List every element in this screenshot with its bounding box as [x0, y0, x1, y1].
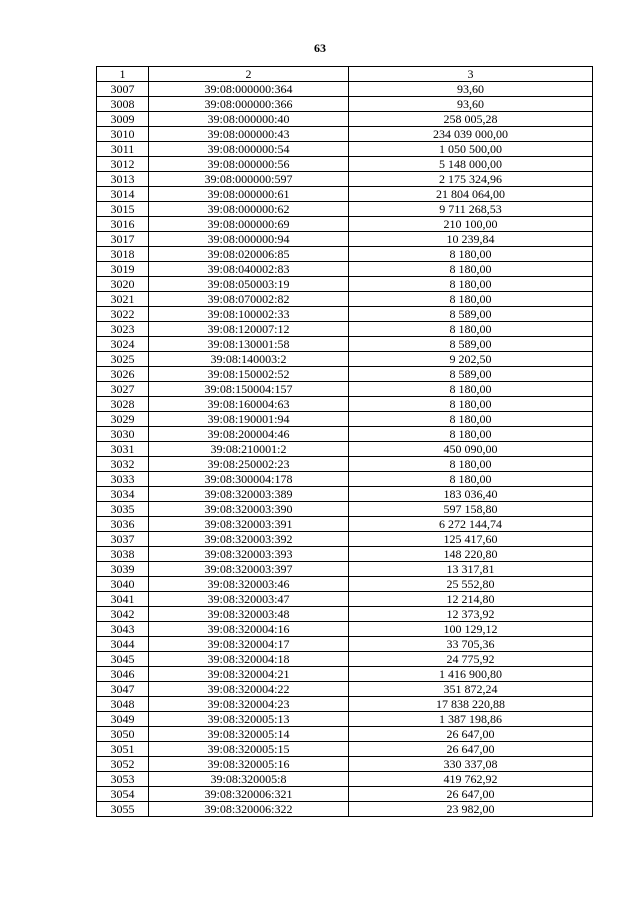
- cadastral-number: 39:08:320004:23: [149, 697, 349, 712]
- table-row: [97, 307, 593, 322]
- table-body: [97, 82, 593, 817]
- cadastral-value: 17 838 220,88: [349, 697, 593, 712]
- cadastral-number: 39:08:320003:47: [149, 592, 349, 607]
- row-number: 3049: [97, 712, 149, 727]
- table-row: [97, 727, 593, 742]
- row-number: 3011: [97, 142, 149, 157]
- row-number: 3030: [97, 427, 149, 442]
- cadastral-number: 39:08:320003:389: [149, 487, 349, 502]
- table-row: [97, 532, 593, 547]
- cadastral-number: 39:08:210001:2: [149, 442, 349, 457]
- table-row: [97, 502, 593, 517]
- cadastral-number: 39:08:160004:63: [149, 397, 349, 412]
- cadastral-number: 39:08:140003:2: [149, 352, 349, 367]
- table-row: [97, 757, 593, 772]
- table-row: [97, 457, 593, 472]
- cadastral-value: 100 129,12: [349, 622, 593, 637]
- table-row: [97, 82, 593, 97]
- cadastral-value: 9 711 268,53: [349, 202, 593, 217]
- table-row: [97, 172, 593, 187]
- row-number: 3020: [97, 277, 149, 292]
- table-row: [97, 682, 593, 697]
- cadastral-value: 8 180,00: [349, 397, 593, 412]
- cadastral-value: 8 180,00: [349, 427, 593, 442]
- cadastral-value: 26 647,00: [349, 742, 593, 757]
- cadastral-value: 8 180,00: [349, 382, 593, 397]
- cadastral-number: 39:08:000000:54: [149, 142, 349, 157]
- cadastral-number: 39:08:000000:597: [149, 172, 349, 187]
- cadastral-number: 39:08:320006:321: [149, 787, 349, 802]
- column-header-3: 3: [349, 67, 593, 82]
- cadastral-value: 148 220,80: [349, 547, 593, 562]
- cadastral-number: 39:08:020006:85: [149, 247, 349, 262]
- cadastral-number: 39:08:000000:364: [149, 82, 349, 97]
- table-row: [97, 592, 593, 607]
- table-row: [97, 97, 593, 112]
- cadastral-number: 39:08:000000:94: [149, 232, 349, 247]
- cadastral-value: 330 337,08: [349, 757, 593, 772]
- table-row: [97, 367, 593, 382]
- page-number: 63: [314, 41, 326, 55]
- table-row: [97, 742, 593, 757]
- table-row: [97, 577, 593, 592]
- row-number: 3007: [97, 82, 149, 97]
- cadastral-value: 2 175 324,96: [349, 172, 593, 187]
- cadastral-value: 26 647,00: [349, 727, 593, 742]
- cadastral-number: 39:08:300004:178: [149, 472, 349, 487]
- cadastral-value: 25 552,80: [349, 577, 593, 592]
- cadastral-number: 39:08:320005:15: [149, 742, 349, 757]
- cadastral-value: 6 272 144,74: [349, 517, 593, 532]
- row-number: 3029: [97, 412, 149, 427]
- cadastral-value: 8 180,00: [349, 457, 593, 472]
- table-row: [97, 187, 593, 202]
- cadastral-number: 39:08:320004:18: [149, 652, 349, 667]
- cadastral-value: 1 050 500,00: [349, 142, 593, 157]
- cadastral-number: 39:08:320004:16: [149, 622, 349, 637]
- row-number: 3034: [97, 487, 149, 502]
- cadastral-number: 39:08:050003:19: [149, 277, 349, 292]
- table-row: [97, 652, 593, 667]
- table-row: [97, 397, 593, 412]
- table-row: [97, 202, 593, 217]
- row-number: 3054: [97, 787, 149, 802]
- cadastral-value: 93,60: [349, 82, 593, 97]
- table-row: [97, 547, 593, 562]
- cadastral-value: 1 416 900,80: [349, 667, 593, 682]
- row-number: 3028: [97, 397, 149, 412]
- cadastral-value: 8 180,00: [349, 262, 593, 277]
- row-number: 3042: [97, 607, 149, 622]
- row-number: 3044: [97, 637, 149, 652]
- cadastral-value: 183 036,40: [349, 487, 593, 502]
- row-number: 3023: [97, 322, 149, 337]
- cadastral-number: 39:08:190001:94: [149, 412, 349, 427]
- cadastral-number: 39:08:000000:69: [149, 217, 349, 232]
- cadastral-value: 12 373,92: [349, 607, 593, 622]
- table-row: [97, 637, 593, 652]
- row-number: 3045: [97, 652, 149, 667]
- table-row: [97, 142, 593, 157]
- cadastral-value: 210 100,00: [349, 217, 593, 232]
- cadastral-value: 351 872,24: [349, 682, 593, 697]
- table-row: [97, 802, 593, 817]
- row-number: 3033: [97, 472, 149, 487]
- table-row: [97, 517, 593, 532]
- cadastral-value: 21 804 064,00: [349, 187, 593, 202]
- table-row: [97, 427, 593, 442]
- table-row: [97, 127, 593, 142]
- table-row: [97, 232, 593, 247]
- table-row: [97, 217, 593, 232]
- row-number: 3038: [97, 547, 149, 562]
- table-row: [97, 322, 593, 337]
- row-number: 3027: [97, 382, 149, 397]
- cadastral-number: 39:08:150002:52: [149, 367, 349, 382]
- row-number: 3048: [97, 697, 149, 712]
- cadastral-value: 125 417,60: [349, 532, 593, 547]
- row-number: 3039: [97, 562, 149, 577]
- cadastral-number: 39:08:320003:390: [149, 502, 349, 517]
- table-header: [97, 67, 593, 82]
- cadastral-value: 8 589,00: [349, 337, 593, 352]
- cadastral-value: 8 180,00: [349, 322, 593, 337]
- cadastral-value: 33 705,36: [349, 637, 593, 652]
- cadastral-value: 10 239,84: [349, 232, 593, 247]
- cadastral-number: 39:08:320003:46: [149, 577, 349, 592]
- table-row: [97, 247, 593, 262]
- cadastral-number: 39:08:320003:391: [149, 517, 349, 532]
- cadastral-value: 258 005,28: [349, 112, 593, 127]
- table-row: [97, 787, 593, 802]
- cadastral-value: 26 647,00: [349, 787, 593, 802]
- cadastral-value: 1 387 198,86: [349, 712, 593, 727]
- cadastral-value: 234 039 000,00: [349, 127, 593, 142]
- cadastral-value: 8 589,00: [349, 307, 593, 322]
- table-row: [97, 337, 593, 352]
- row-number: 3019: [97, 262, 149, 277]
- cadastral-number: 39:08:320005:8: [149, 772, 349, 787]
- row-number: 3032: [97, 457, 149, 472]
- cadastral-value: 8 180,00: [349, 277, 593, 292]
- cadastral-number: 39:08:320003:48: [149, 607, 349, 622]
- cadastral-number: 39:08:200004:46: [149, 427, 349, 442]
- row-number: 3055: [97, 802, 149, 817]
- cadastral-value: 23 982,00: [349, 802, 593, 817]
- row-number: 3017: [97, 232, 149, 247]
- table-row: [97, 262, 593, 277]
- row-number: 3050: [97, 727, 149, 742]
- row-number: 3025: [97, 352, 149, 367]
- cadastral-value: 93,60: [349, 97, 593, 112]
- table-row: [97, 112, 593, 127]
- row-number: 3016: [97, 217, 149, 232]
- cadastral-number: 39:08:000000:366: [149, 97, 349, 112]
- row-number: 3009: [97, 112, 149, 127]
- header-row: [97, 67, 593, 82]
- row-number: 3046: [97, 667, 149, 682]
- cadastral-number: 39:08:100002:33: [149, 307, 349, 322]
- cadastral-number: 39:08:000000:43: [149, 127, 349, 142]
- table-row: [97, 712, 593, 727]
- row-number: 3021: [97, 292, 149, 307]
- cadastral-value: 8 180,00: [349, 292, 593, 307]
- cadastral-number: 39:08:070002:82: [149, 292, 349, 307]
- row-number: 3013: [97, 172, 149, 187]
- row-number: 3012: [97, 157, 149, 172]
- cadastral-number: 39:08:320004:17: [149, 637, 349, 652]
- table-row: [97, 382, 593, 397]
- cadastral-number: 39:08:130001:58: [149, 337, 349, 352]
- table-row: [97, 157, 593, 172]
- cadastral-number: 39:08:040002:83: [149, 262, 349, 277]
- cadastral-number: 39:08:250002:23: [149, 457, 349, 472]
- row-number: 3041: [97, 592, 149, 607]
- cadastral-number: 39:08:000000:40: [149, 112, 349, 127]
- table-row: [97, 442, 593, 457]
- table-row: [97, 622, 593, 637]
- cadastral-value: 13 317,81: [349, 562, 593, 577]
- cadastral-value-table: [96, 66, 593, 817]
- cadastral-value: 8 589,00: [349, 367, 593, 382]
- table-row: [97, 562, 593, 577]
- cadastral-number: 39:08:320004:21: [149, 667, 349, 682]
- row-number: 3036: [97, 517, 149, 532]
- row-number: 3018: [97, 247, 149, 262]
- cadastral-value: 597 158,80: [349, 502, 593, 517]
- row-number: 3052: [97, 757, 149, 772]
- table-row: [97, 472, 593, 487]
- cadastral-number: 39:08:320005:16: [149, 757, 349, 772]
- row-number: 3008: [97, 97, 149, 112]
- table-row: [97, 277, 593, 292]
- table-row: [97, 607, 593, 622]
- row-number: 3014: [97, 187, 149, 202]
- cadastral-value: 9 202,50: [349, 352, 593, 367]
- cadastral-value: 8 180,00: [349, 472, 593, 487]
- cadastral-number: 39:08:320006:322: [149, 802, 349, 817]
- row-number: 3047: [97, 682, 149, 697]
- table-row: [97, 697, 593, 712]
- cadastral-value: 450 090,00: [349, 442, 593, 457]
- cadastral-value: 419 762,92: [349, 772, 593, 787]
- cadastral-number: 39:08:320005:13: [149, 712, 349, 727]
- row-number: 3015: [97, 202, 149, 217]
- cadastral-value: 5 148 000,00: [349, 157, 593, 172]
- row-number: 3022: [97, 307, 149, 322]
- cadastral-value: 8 180,00: [349, 247, 593, 262]
- row-number: 3035: [97, 502, 149, 517]
- row-number: 3043: [97, 622, 149, 637]
- cadastral-number: 39:08:320003:397: [149, 562, 349, 577]
- cadastral-value: 12 214,80: [349, 592, 593, 607]
- row-number: 3026: [97, 367, 149, 382]
- row-number: 3040: [97, 577, 149, 592]
- cadastral-value: 8 180,00: [349, 412, 593, 427]
- table-row: [97, 772, 593, 787]
- row-number: 3024: [97, 337, 149, 352]
- table-row: [97, 487, 593, 502]
- column-header-2: 2: [149, 67, 349, 82]
- table-row: [97, 667, 593, 682]
- row-number: 3053: [97, 772, 149, 787]
- cadastral-number: 39:08:000000:61: [149, 187, 349, 202]
- cadastral-number: 39:08:320003:392: [149, 532, 349, 547]
- cadastral-number: 39:08:320004:22: [149, 682, 349, 697]
- column-header-1: 1: [97, 67, 149, 82]
- row-number: 3010: [97, 127, 149, 142]
- cadastral-number: 39:08:120007:12: [149, 322, 349, 337]
- table-row: [97, 412, 593, 427]
- cadastral-number: 39:08:320003:393: [149, 547, 349, 562]
- row-number: 3037: [97, 532, 149, 547]
- row-number: 3051: [97, 742, 149, 757]
- cadastral-value: 24 775,92: [349, 652, 593, 667]
- cadastral-number: 39:08:320005:14: [149, 727, 349, 742]
- cadastral-number: 39:08:000000:62: [149, 202, 349, 217]
- row-number: 3031: [97, 442, 149, 457]
- table-row: [97, 292, 593, 307]
- table-row: [97, 352, 593, 367]
- cadastral-number: 39:08:000000:56: [149, 157, 349, 172]
- cadastral-number: 39:08:150004:157: [149, 382, 349, 397]
